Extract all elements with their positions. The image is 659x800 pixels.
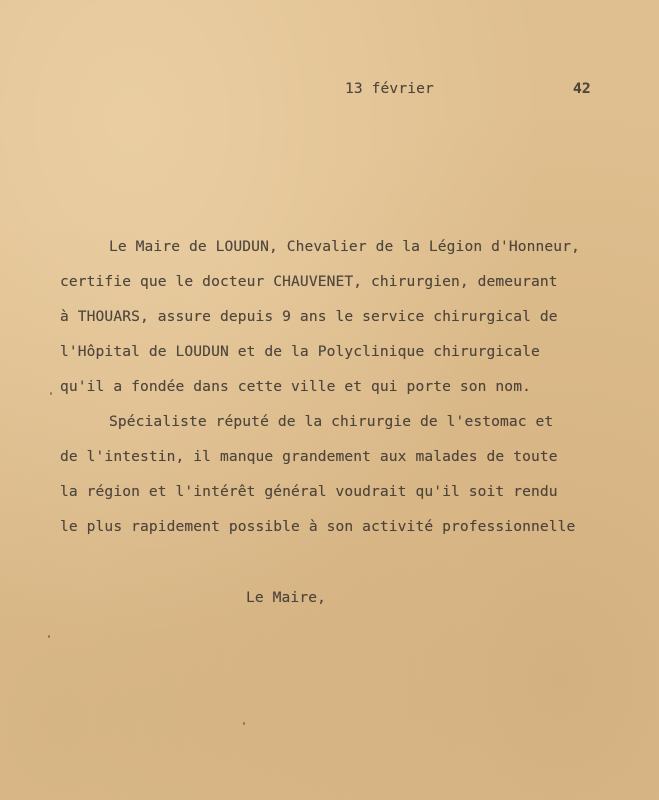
paper-speck xyxy=(48,635,50,638)
paper-speck xyxy=(50,392,52,395)
body-line-3: à THOUARS, assure depuis 9 ans le service chirurgical de xyxy=(60,308,558,325)
body-line-6: Spécialiste réputé de la chirurgie de l'estomac et xyxy=(109,413,554,430)
paper-speck xyxy=(243,722,245,725)
body-line-7: de l'intestin, il manque grandement aux malades de toute xyxy=(60,448,558,465)
body-line-8: la région et l'intérêt général voudrait qu'il soit rendu xyxy=(60,483,558,500)
body-line-5: qu'il a fondée dans cette ville et qui porte son nom. xyxy=(60,378,531,395)
body-line-1: Le Maire de LOUDUN, Chevalier de la Légion d'Honneur, xyxy=(109,238,580,255)
page-number: 42 xyxy=(573,80,591,97)
body-line-9: le plus rapidement possible à son activité professionnelle xyxy=(60,518,576,535)
signature-line: Le Maire, xyxy=(246,589,326,606)
document-date: 13 février xyxy=(345,80,434,97)
body-line-4: l'Hôpital de LOUDUN et de la Polyclinique chirurgicale xyxy=(60,343,540,360)
body-line-2: certifie que le docteur CHAUVENET, chirurgien, demeurant xyxy=(60,273,558,290)
